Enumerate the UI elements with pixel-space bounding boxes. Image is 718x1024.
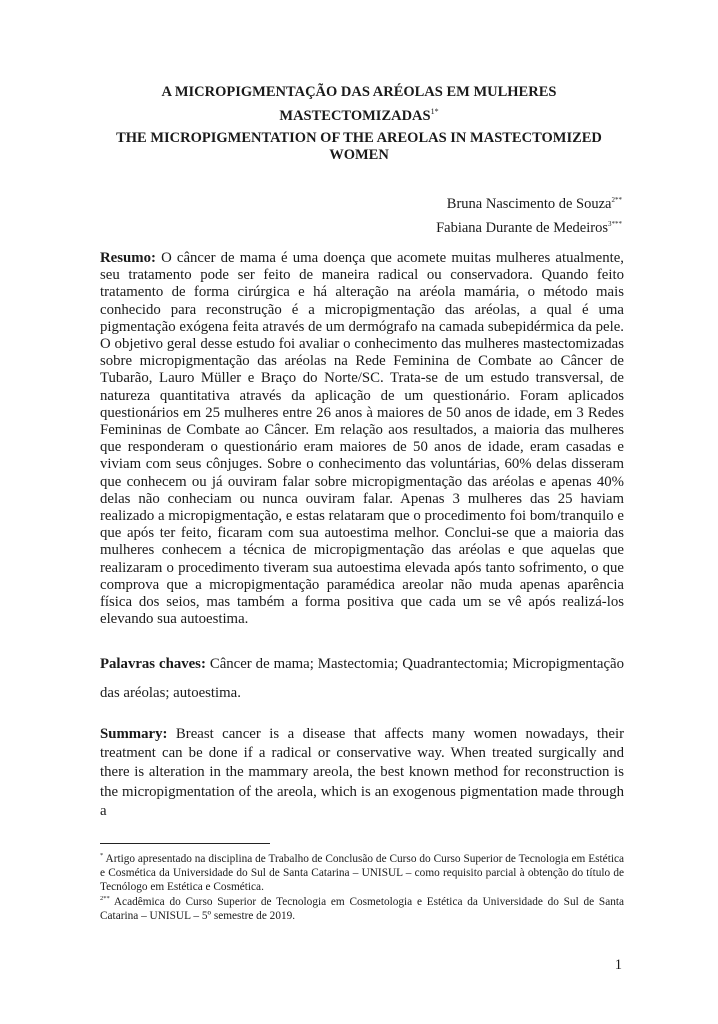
footnote-divider — [100, 843, 270, 844]
summary-text: Breast cancer is a disease that affects many women nowadays, their treatment can be done if a radical or conservative way. When treated surgically and there is alteration in the mammary areola, the best known method for reconstruction is the micropigmentation of the areola, which is an exogenous pigmentation made through a — [100, 726, 624, 819]
footnote-2-text: Acadêmica do Curso Superior de Tecnologia em Cosmetologia e Estética da Universidade do Sul de Santa Catarina – UNISUL – 5º semestre de 2019. — [100, 895, 625, 922]
title-footnote-marker: 1* — [430, 107, 439, 117]
author-1-marker: 2** — [611, 196, 622, 205]
keywords-text: Câncer de mama; Mastectomia; Quadrantectomia; Micropigmentação das aréolas; autoestima. — [100, 656, 624, 701]
title-english: THE MICROPIGMENTATION OF THE AREOLAS IN MASTECTOMIZED WOMEN — [116, 130, 602, 163]
page-number: 1 — [614, 957, 622, 973]
footnote-1-marker: * — [100, 852, 104, 860]
author-1 — [447, 196, 622, 213]
resumo-text: O câncer de mama é uma doença que acomete muitas mulheres atualmente, seu tratamento pode ser feito de maneira radical ou conservadora. Quando feito tratamento de forma cirúrgica e há alteração na aréola mamária, o método mais conhecido para reconstrução é a micropigmentação das aréolas, a qual é uma pigmentação exógena feita através de um dermógrafo na camada subepidérmica da pele. O objetivo geral desse estudo foi avaliar o conhecimento das mulheres mastectomizadas sobre micropigmentação das aréolas na Rede Feminina de Combate ao Câncer de Tubarão, Lauro Müller e Braço do Norte/SC. Trata-se de um estudo transversal, de natureza quantitativa através da aplicação de um questionário. Foram aplicados questionários em 25 mulheres entre 26 anos à maiores de 50 anos de idade, em 3 Redes Femininas de Combate ao Câncer. Em relação aos resultados, a maioria das mulheres que responderam o questionário eram maiores de 50 anos de idade, eram casadas e viviam com seus cônjuges. Sobre o conhecimento das voluntárias, 60% delas disseram que conhecem ou já ouviram falar sobre micropigmentação das aréolas e apenas 40% delas não conheciam ou nunca ouviram falar. Apenas 3 mulheres das 25 haviam realizado a micropigmentação, e estas relataram que o procedimento foi bom/tranquilo e que após ter feito, ficaram com sua autoestima melhor. Conclui-se que a maioria das mulheres conhecem a técnica de micropigmentação das aréolas e que aquelas que realizaram o procedimento tiveram sua autoestima elevada após tanto sofrimento, o que comprova que a micropigmentação paramédica areolar não muda apenas aparência física dos seios, mas também a forma positiva que cada um se vê após realizá-los elevando sua autoestima. — [100, 250, 624, 628]
summary-label: Summary: — [100, 726, 168, 742]
title-portuguese — [90, 80, 628, 128]
keywords-paragraph — [100, 650, 624, 708]
summary-paragraph — [100, 725, 624, 821]
author-2-name: Fabiana Durante de Medeiros — [436, 220, 608, 236]
resumo-label: Resumo: — [100, 250, 156, 266]
resumo-paragraph — [100, 250, 624, 628]
footnotes — [100, 852, 624, 923]
footnote-1 — [100, 852, 624, 895]
footnote-2-marker: 2** — [100, 894, 110, 902]
title-pt-line1: A MICROPIGMENTAÇÃO DAS ARÉOLAS EM MULHERES — [161, 84, 557, 100]
author-1-name: Bruna Nascimento de Souza — [446, 196, 612, 212]
footnote-2 — [100, 895, 624, 923]
footnote-1-text: Artigo apresentado na disciplina de Trabalho de Conclusão de Curso do Curso Superior de Tecnologia em Estética e Cosmética da Universidade do Sul de Santa Catarina – UNISUL – como requisito parcial à obtenção do título de Tecnólogo em Estética e Cosmética. — [100, 853, 624, 894]
keywords-label: Palavras chaves: — [100, 656, 206, 672]
author-2-marker: 3*** — [608, 220, 622, 229]
title-pt-line2: MASTECTOMIZADAS — [279, 108, 431, 124]
author-2 — [436, 220, 622, 237]
